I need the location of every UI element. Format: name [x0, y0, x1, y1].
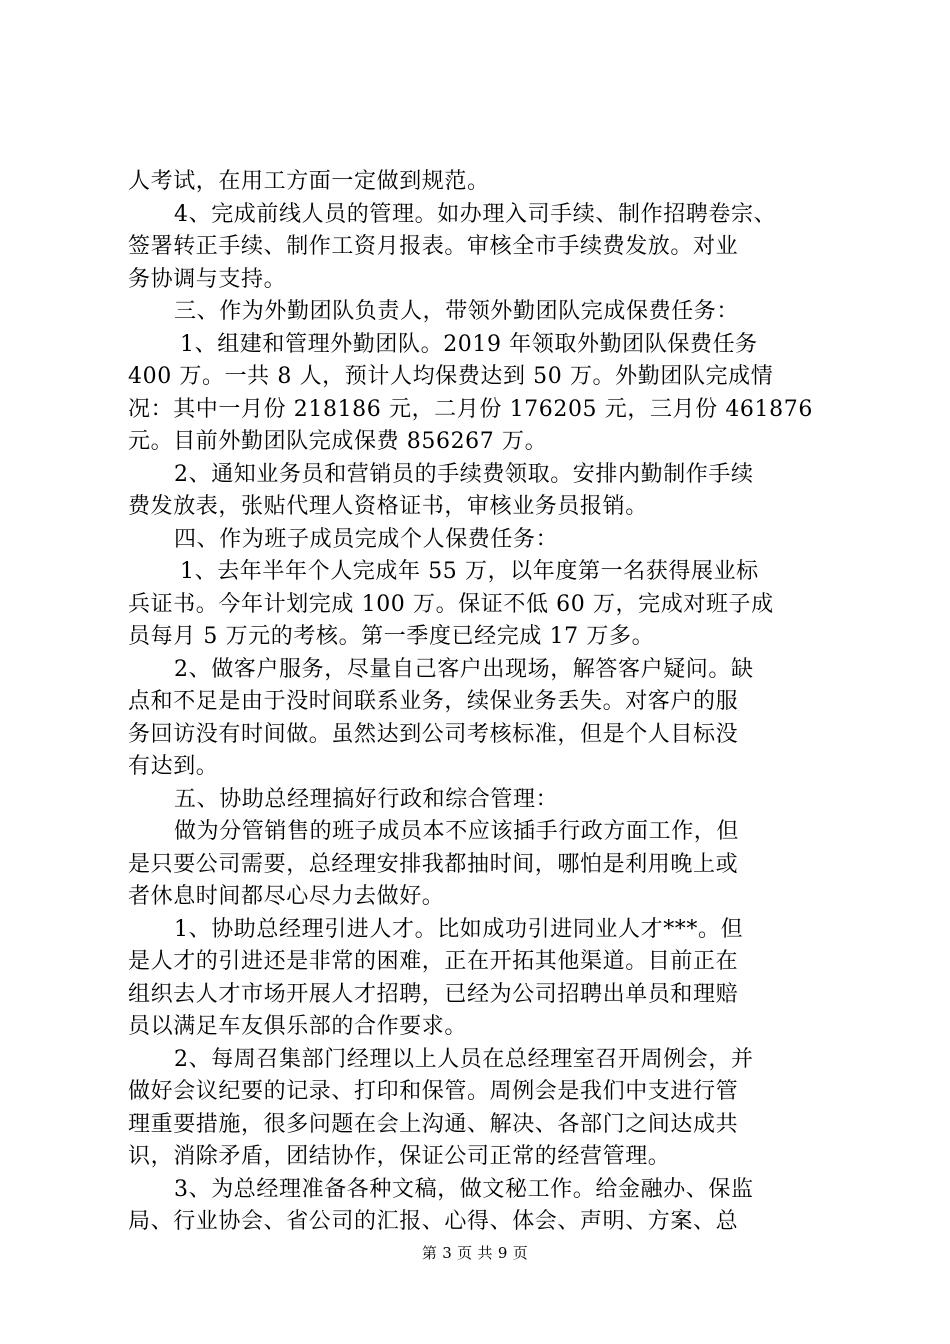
text-line: 是只要公司需要，总经理安排我都抽时间，哪怕是利用晚上或	[128, 851, 739, 877]
text-line: 400 万。一共 8 人，预计人均保费达到 50 万。外勤团队完成情	[128, 364, 774, 389]
text-line: 2、每周召集部门经理以上人员在总经理室召开周例会，并	[174, 1046, 754, 1072]
text-line: 点和不足是由于没时间联系业务，续保业务丢失。对客户的服	[128, 689, 739, 714]
text-line: 员以满足车友俱乐部的合作要求。	[128, 1014, 468, 1039]
section-heading: 五、协助总经理搞好行政和综合管理：	[174, 786, 559, 812]
text-line: 局、行业协会、省公司的汇报、心得、体会、声明、方案、总	[128, 1209, 739, 1234]
text-line: 元。目前外勤团队完成保费 856267 万。	[128, 429, 548, 454]
text-line: 做好会议纪要的记录、打印和保管。周例会是我们中支进行管	[128, 1079, 739, 1104]
text-line: 兵证书。今年计划完成 100 万。保证不低 60 万，完成对班子成	[128, 591, 774, 617]
text-line: 是人才的引进还是非常的困难，正在开拓其他渠道。目前正在	[128, 949, 739, 974]
text-line: 1、组建和管理外勤团队。2019 年领取外勤团队保费任务	[180, 331, 758, 357]
text-line: 务回访没有时间做。虽然达到公司考核标准，但是个人目标没	[128, 721, 739, 747]
page-number-footer: 第 3 页 共 9 页	[421, 1244, 529, 1262]
text-line: 2、通知业务员和营销员的手续费领取。安排内勤制作手续	[174, 461, 754, 487]
text-line: 务协调与支持。	[128, 266, 287, 292]
text-line: 有达到。	[128, 754, 219, 779]
section-heading: 三、作为外勤团队负责人，带领外勤团队完成保费任务：	[174, 299, 740, 324]
text-line: 做为分管销售的班子成员本不应该插手行政方面工作，但	[174, 819, 740, 844]
text-line: 签署转正手续、制作工资月报表。审核全市手续费发放。对业	[128, 234, 739, 259]
text-line: 者休息时间都尽心尽力去做好。	[128, 884, 445, 909]
text-line: 员每月 5 万元的考核。第一季度已经完成 17 万多。	[128, 624, 655, 649]
section-heading: 四、作为班子成员完成个人保费任务：	[174, 526, 559, 552]
text-line: 人考试，在用工方面一定做到规范。	[128, 169, 490, 194]
text-line: 1、协助总经理引进人才。比如成功引进同业人才***。但	[174, 916, 744, 942]
text-line: 4、完成前线人员的管理。如办理入司手续、制作招聘卷宗、	[174, 201, 777, 227]
text-line: 理重要措施，很多问题在会上沟通、解决、各部门之间达成共	[128, 1111, 739, 1137]
text-line: 识，消除矛盾，团结协作，保证公司正常的经营管理。	[128, 1144, 671, 1169]
text-line: 组织去人才市场开展人才招聘，已经为公司招聘出单员和理赔	[128, 981, 739, 1007]
text-line: 3、为总经理准备各种文稿，做文秘工作。给金融办、保监	[174, 1176, 754, 1202]
document-body	[128, 166, 828, 1239]
text-line: 1、去年半年个人完成年 55 万，以年度第一名获得展业标	[180, 559, 759, 584]
text-line: 况：其中一月份 218186 元，二月份 176205 元，三月份 461876	[128, 396, 813, 422]
text-line: 费发放表，张贴代理人资格证书，审核业务员报销。	[128, 494, 648, 519]
text-line: 2、做客户服务，尽量自己客户出现场，解答客户疑问。缺	[174, 656, 754, 682]
